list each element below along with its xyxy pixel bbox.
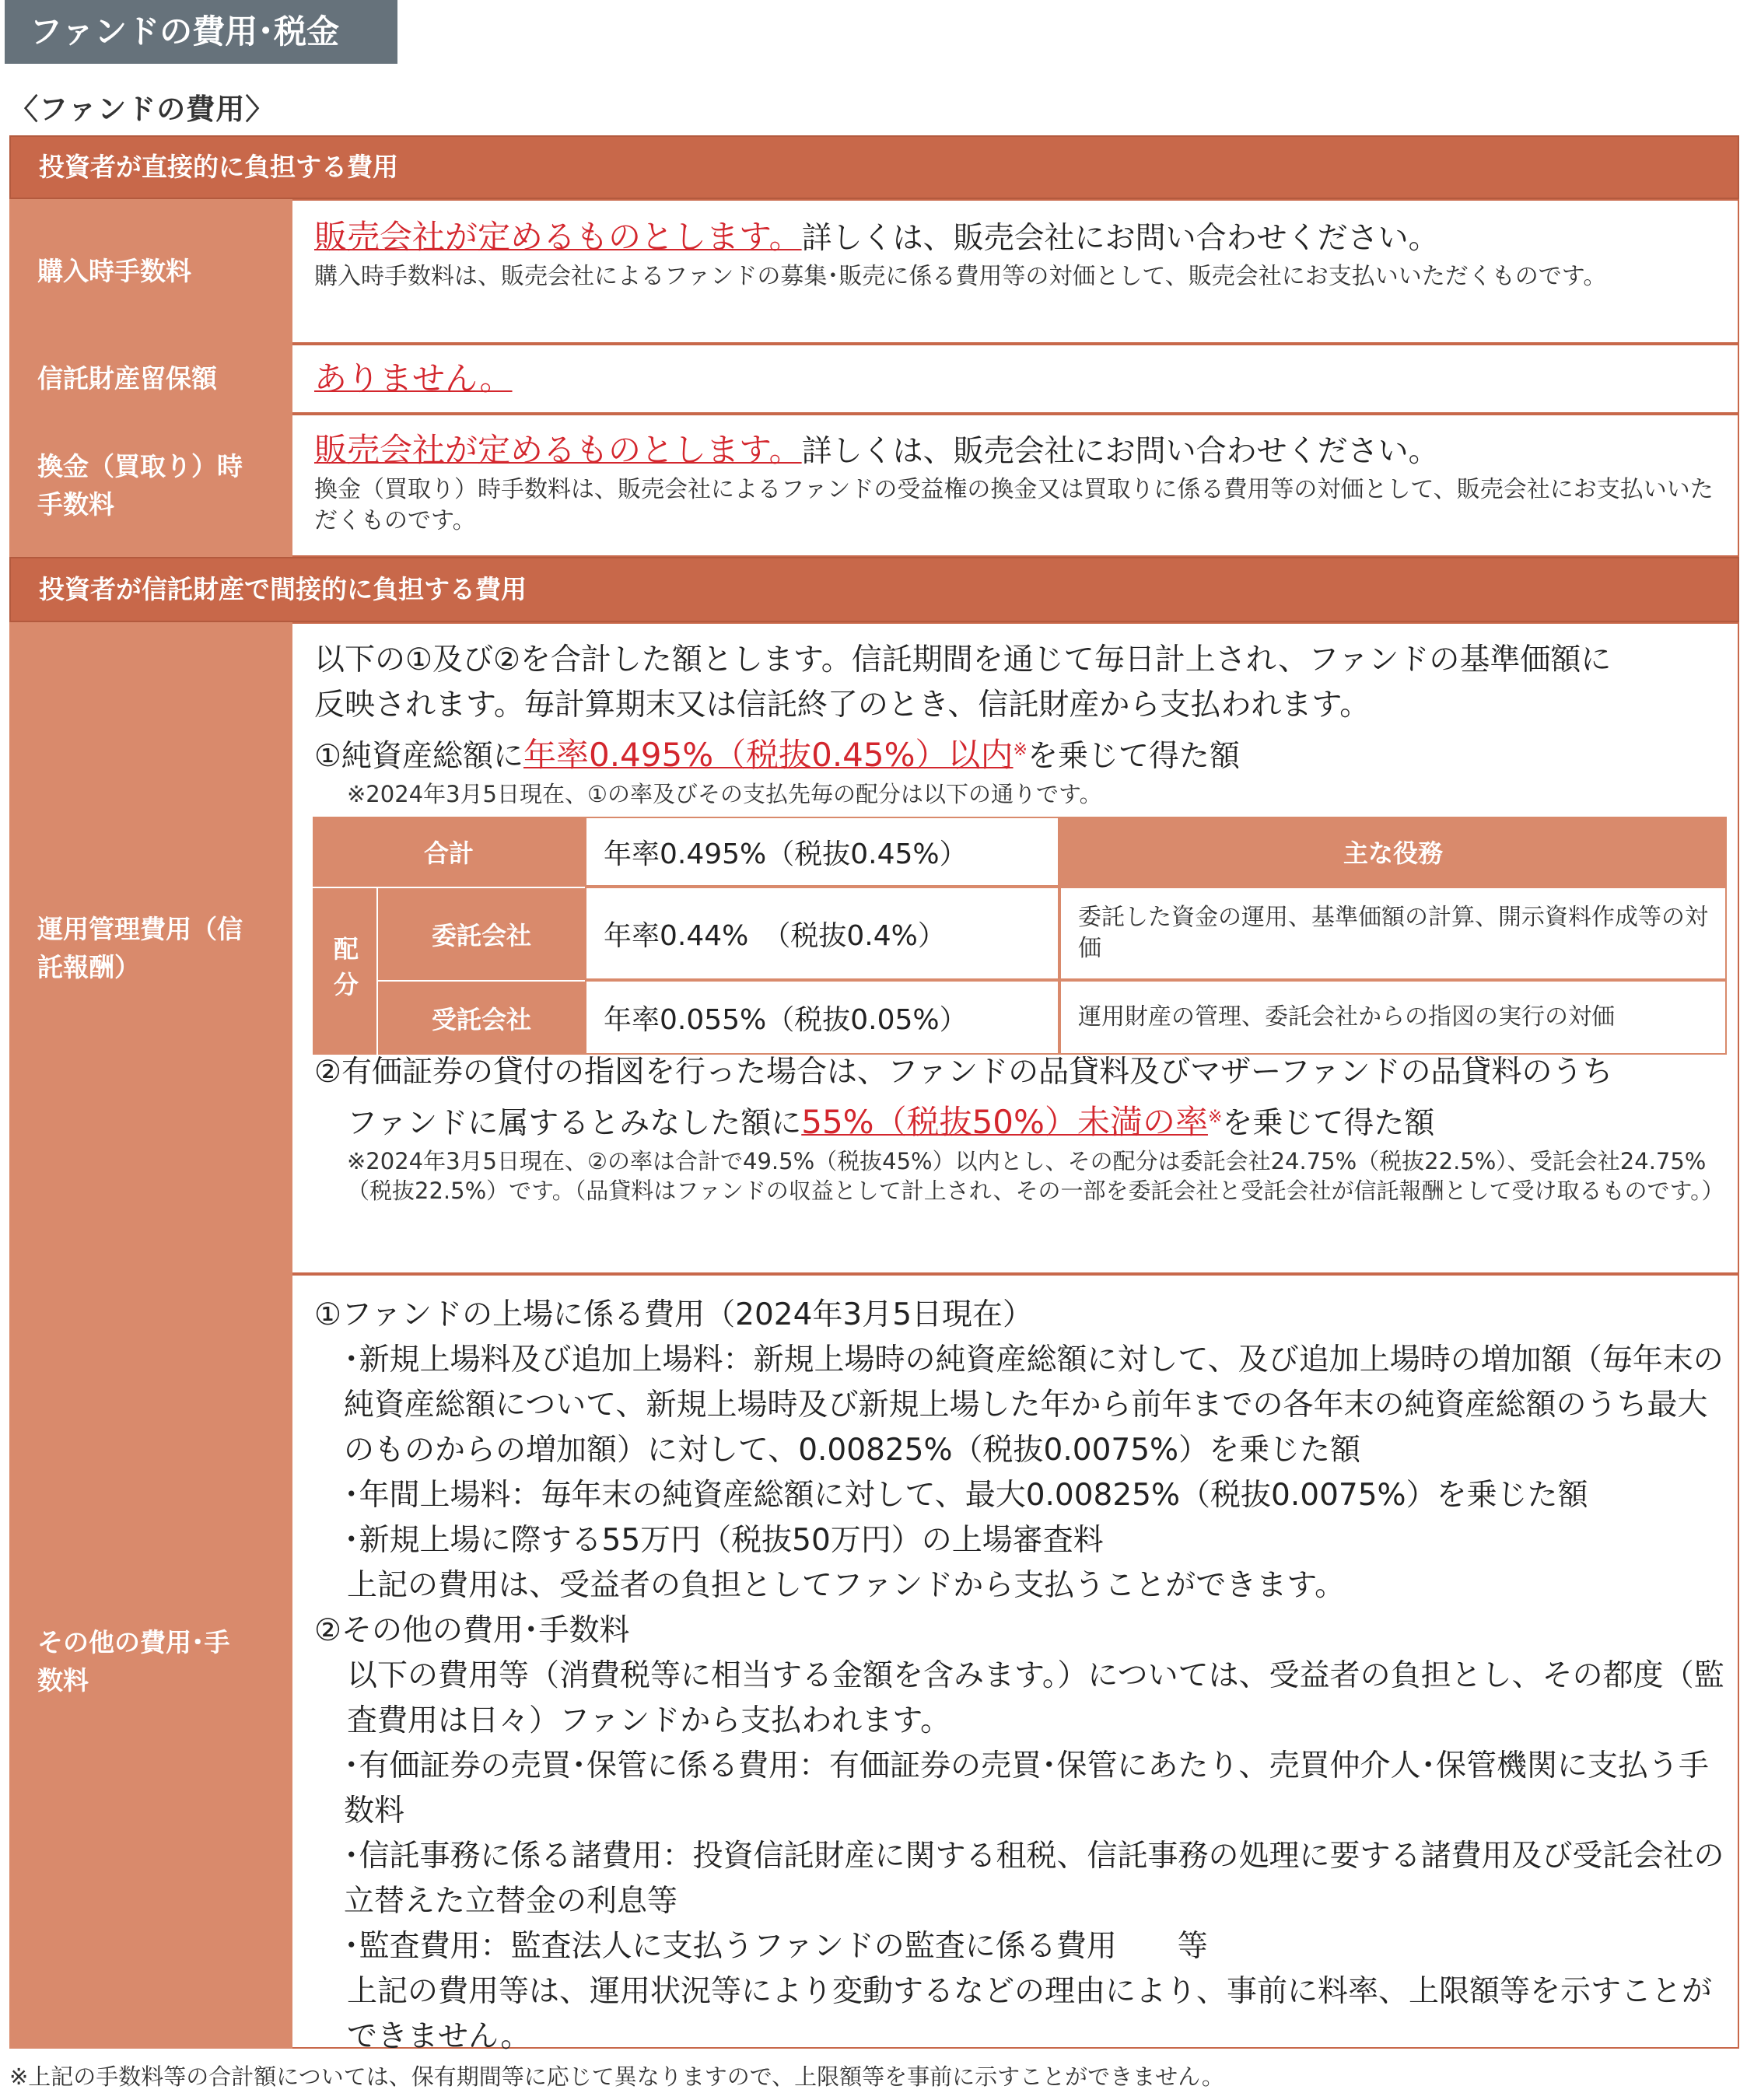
management-item-2-line2 — [314, 1095, 1722, 1146]
management-item-1-note: ※2024年3月5日現在、①の率及びその支払先毎の配分は以下の通りです。 — [347, 781, 1102, 807]
role-header: 主な役務 — [1343, 838, 1443, 868]
trustor-label: 委託会社 — [431, 921, 531, 950]
item1-pre: ①純資産総額に — [314, 739, 523, 774]
redemption-fee-label — [9, 414, 292, 557]
purchase-fee-content — [292, 199, 1739, 344]
total-value-cell — [585, 817, 1059, 887]
total-label-cell — [313, 817, 585, 887]
other-line-listing-heading: ①ファンドの上場に係る費用（2024年3月5日現在） — [314, 1297, 1034, 1332]
other-line-review-fee: ･新規上場に際する55万円（税抜50万円）の上場審査料 — [344, 1523, 1104, 1558]
trustee-role: 運用財産の管理、委託会社からの指図の実行の対価 — [1078, 1003, 1615, 1031]
item2-mark: ※ — [1207, 1108, 1223, 1127]
footnote: ※上記の手数料等の合計額については、保有期間等に応じて異なりますので、上限額等を事前に示すことができません。 — [9, 2063, 1224, 2090]
page-title: ファンドの費用･税金 — [5, 0, 397, 64]
allocation-table — [313, 817, 1727, 1055]
indirect-cost-header-text: 投資者が信託財産で間接的に負担する費用 — [39, 574, 527, 604]
indirect-cost-header — [9, 557, 1739, 622]
other-line-misc-heading: ②その他の費用･手数料 — [314, 1613, 630, 1648]
purchase-fee-label-text: 購入時手数料 — [37, 256, 191, 287]
management-intro-1: 以下の①及び②を合計した額とします。信託期間を通じて毎日計上され、ファンドの基準価額に — [314, 642, 1612, 677]
redemption-fee-rest: 詳しくは、販売会社にお問い合わせください。 — [801, 434, 1439, 469]
management-fee-label-text: 運用管理費用（信託報酬） — [37, 913, 243, 982]
trust-retention-label-text: 信託財産留保額 — [37, 363, 217, 394]
other-line-trust-affairs: ･信託事務に係る諸費用：投資信託財産に関する租税、信託事務の処理に要する諸費用及び受託会社の立替えた立替金の利息等 — [344, 1839, 1724, 1919]
trustee-label-cell — [378, 980, 585, 1055]
direct-cost-header — [9, 135, 1739, 199]
trustee-role-cell — [1059, 980, 1727, 1055]
redemption-fee-main — [314, 428, 1722, 474]
trust-retention-label — [9, 344, 292, 414]
trust-retention-content — [292, 344, 1739, 414]
purchase-fee-label — [9, 199, 292, 344]
other-line-annual-fee: ･年間上場料：毎年末の純資産総額に対して、最大0.00825%（税抜0.0075%）を乗じた額 — [344, 1478, 1588, 1513]
item2-post: を乗じて得た額 — [1222, 1106, 1435, 1141]
allocation-label-cell — [313, 887, 378, 1055]
other-line-listing-note: 上記の費用は、受益者の負担としてファンドから支払うことができます。 — [347, 1568, 1346, 1603]
redemption-fee-label-text: 換金（買取り）時手数料 — [37, 450, 243, 520]
trustee-value: 年率0.055%（税抜0.05%） — [604, 1003, 968, 1036]
redemption-fee-content — [292, 414, 1739, 557]
total-value: 年率0.495%（税抜0.45%） — [604, 838, 968, 870]
allocation-label: 配分 — [330, 936, 359, 1007]
item1-post: を乗じて得た額 — [1027, 739, 1240, 774]
item1-mark: ※ — [1013, 740, 1028, 760]
purchase-fee-rest: 詳しくは、販売会社にお問い合わせください。 — [801, 221, 1439, 256]
other-fees-label — [9, 1274, 292, 2049]
redemption-fee-red: 販売会社が定めるものとします。 — [314, 431, 802, 469]
trustor-label-cell — [378, 887, 585, 980]
management-intro-2: 反映されます。毎計算期末又は信託終了のとき、信託財産から支払われます。 — [314, 688, 1371, 723]
other-fees-content — [292, 1274, 1739, 2054]
trustee-value-cell — [585, 980, 1059, 1055]
management-item-2-note: ※2024年3月5日現在、②の率は合計で49.5%（税抜45%）以内とし、その配分は委託会社24.75%（税抜22.5%）、受託会社24.75%（税抜22.5%）です。（品貸料はファンドの収益として計上され、その一部を委託会社と受託会社が信託報酬として受け取るものです。） — [347, 1148, 1724, 1204]
trust-retention-red: ありません。 — [314, 359, 513, 397]
item1-red: 年率0.495%（税抜0.45%）以内 — [523, 736, 1014, 774]
trustor-role-cell — [1059, 887, 1727, 980]
management-item-2-line1: ②有価証券の貸付の指図を行った場合は、ファンドの品貸料及びマザーファンドの品貸料のうち — [314, 1055, 1613, 1090]
management-item-1 — [314, 728, 1722, 779]
trustee-label: 受託会社 — [431, 1005, 531, 1034]
other-fees-label-text: その他の費用･手数料 — [37, 1626, 230, 1696]
purchase-fee-main — [314, 215, 1722, 261]
direct-cost-header-text: 投資者が直接的に負担する費用 — [39, 152, 398, 182]
trustor-value-cell — [585, 887, 1059, 980]
other-line-listing-fee: ･新規上場料及び追加上場料：新規上場時の純資産総額に対して、及び追加上場時の増加額（毎年末の純資産総額について、新規上場時及び新規上場した年から前年までの各年末の純資産総額のうち最大のものからの増加額）に対して、0.00825%（税抜0.0075%）を乗じた額 — [344, 1342, 1724, 1468]
other-line-misc-intro: 以下の費用等（消費税等に相当する金額を含みます。）については、受益者の負担とし、その都度（監査費用は日々）ファンドから支払われます。 — [347, 1658, 1724, 1738]
redemption-fee-detail: 換金（買取り）時手数料は、販売会社によるファンドの受益権の換金又は買取りに係る費用等の対価として、販売会社にお支払いいただくものです。 — [314, 476, 1714, 534]
total-label: 合計 — [423, 838, 474, 868]
trustor-value: 年率0.44% （税抜0.4%） — [604, 919, 946, 952]
other-line-closing-note: 上記の費用等は、運用状況等により変動するなどの理由により、事前に料率、上限額等を示すことができません。 — [347, 1974, 1713, 2054]
other-line-audit: ･監査費用：監査法人に支払うファンドの監査に係る費用 等 — [344, 1929, 1208, 1964]
item2-red: 55%（税抜50%）未満の率 — [801, 1103, 1208, 1141]
purchase-fee-red: 販売会社が定めるものとします。 — [314, 218, 802, 256]
section-subtitle: 〈ファンドの費用〉 — [9, 93, 275, 126]
trustor-role: 委託した資金の運用、基準価額の計算、開示資料作成等の対価 — [1078, 904, 1708, 962]
role-header-cell — [1059, 817, 1727, 887]
other-line-securities: ･有価証券の売買･保管に係る費用：有価証券の売買･保管にあたり、売買仲介人･保管機関に支払う手数料 — [344, 1748, 1710, 1829]
purchase-fee-detail: 購入時手数料は、販売会社によるファンドの募集･販売に係る費用等の対価として、販売会社にお支払いいただくものです。 — [314, 263, 1607, 290]
item2-pre: ファンドに属するとみなした額に — [347, 1106, 802, 1141]
management-fee-label — [9, 622, 292, 1274]
